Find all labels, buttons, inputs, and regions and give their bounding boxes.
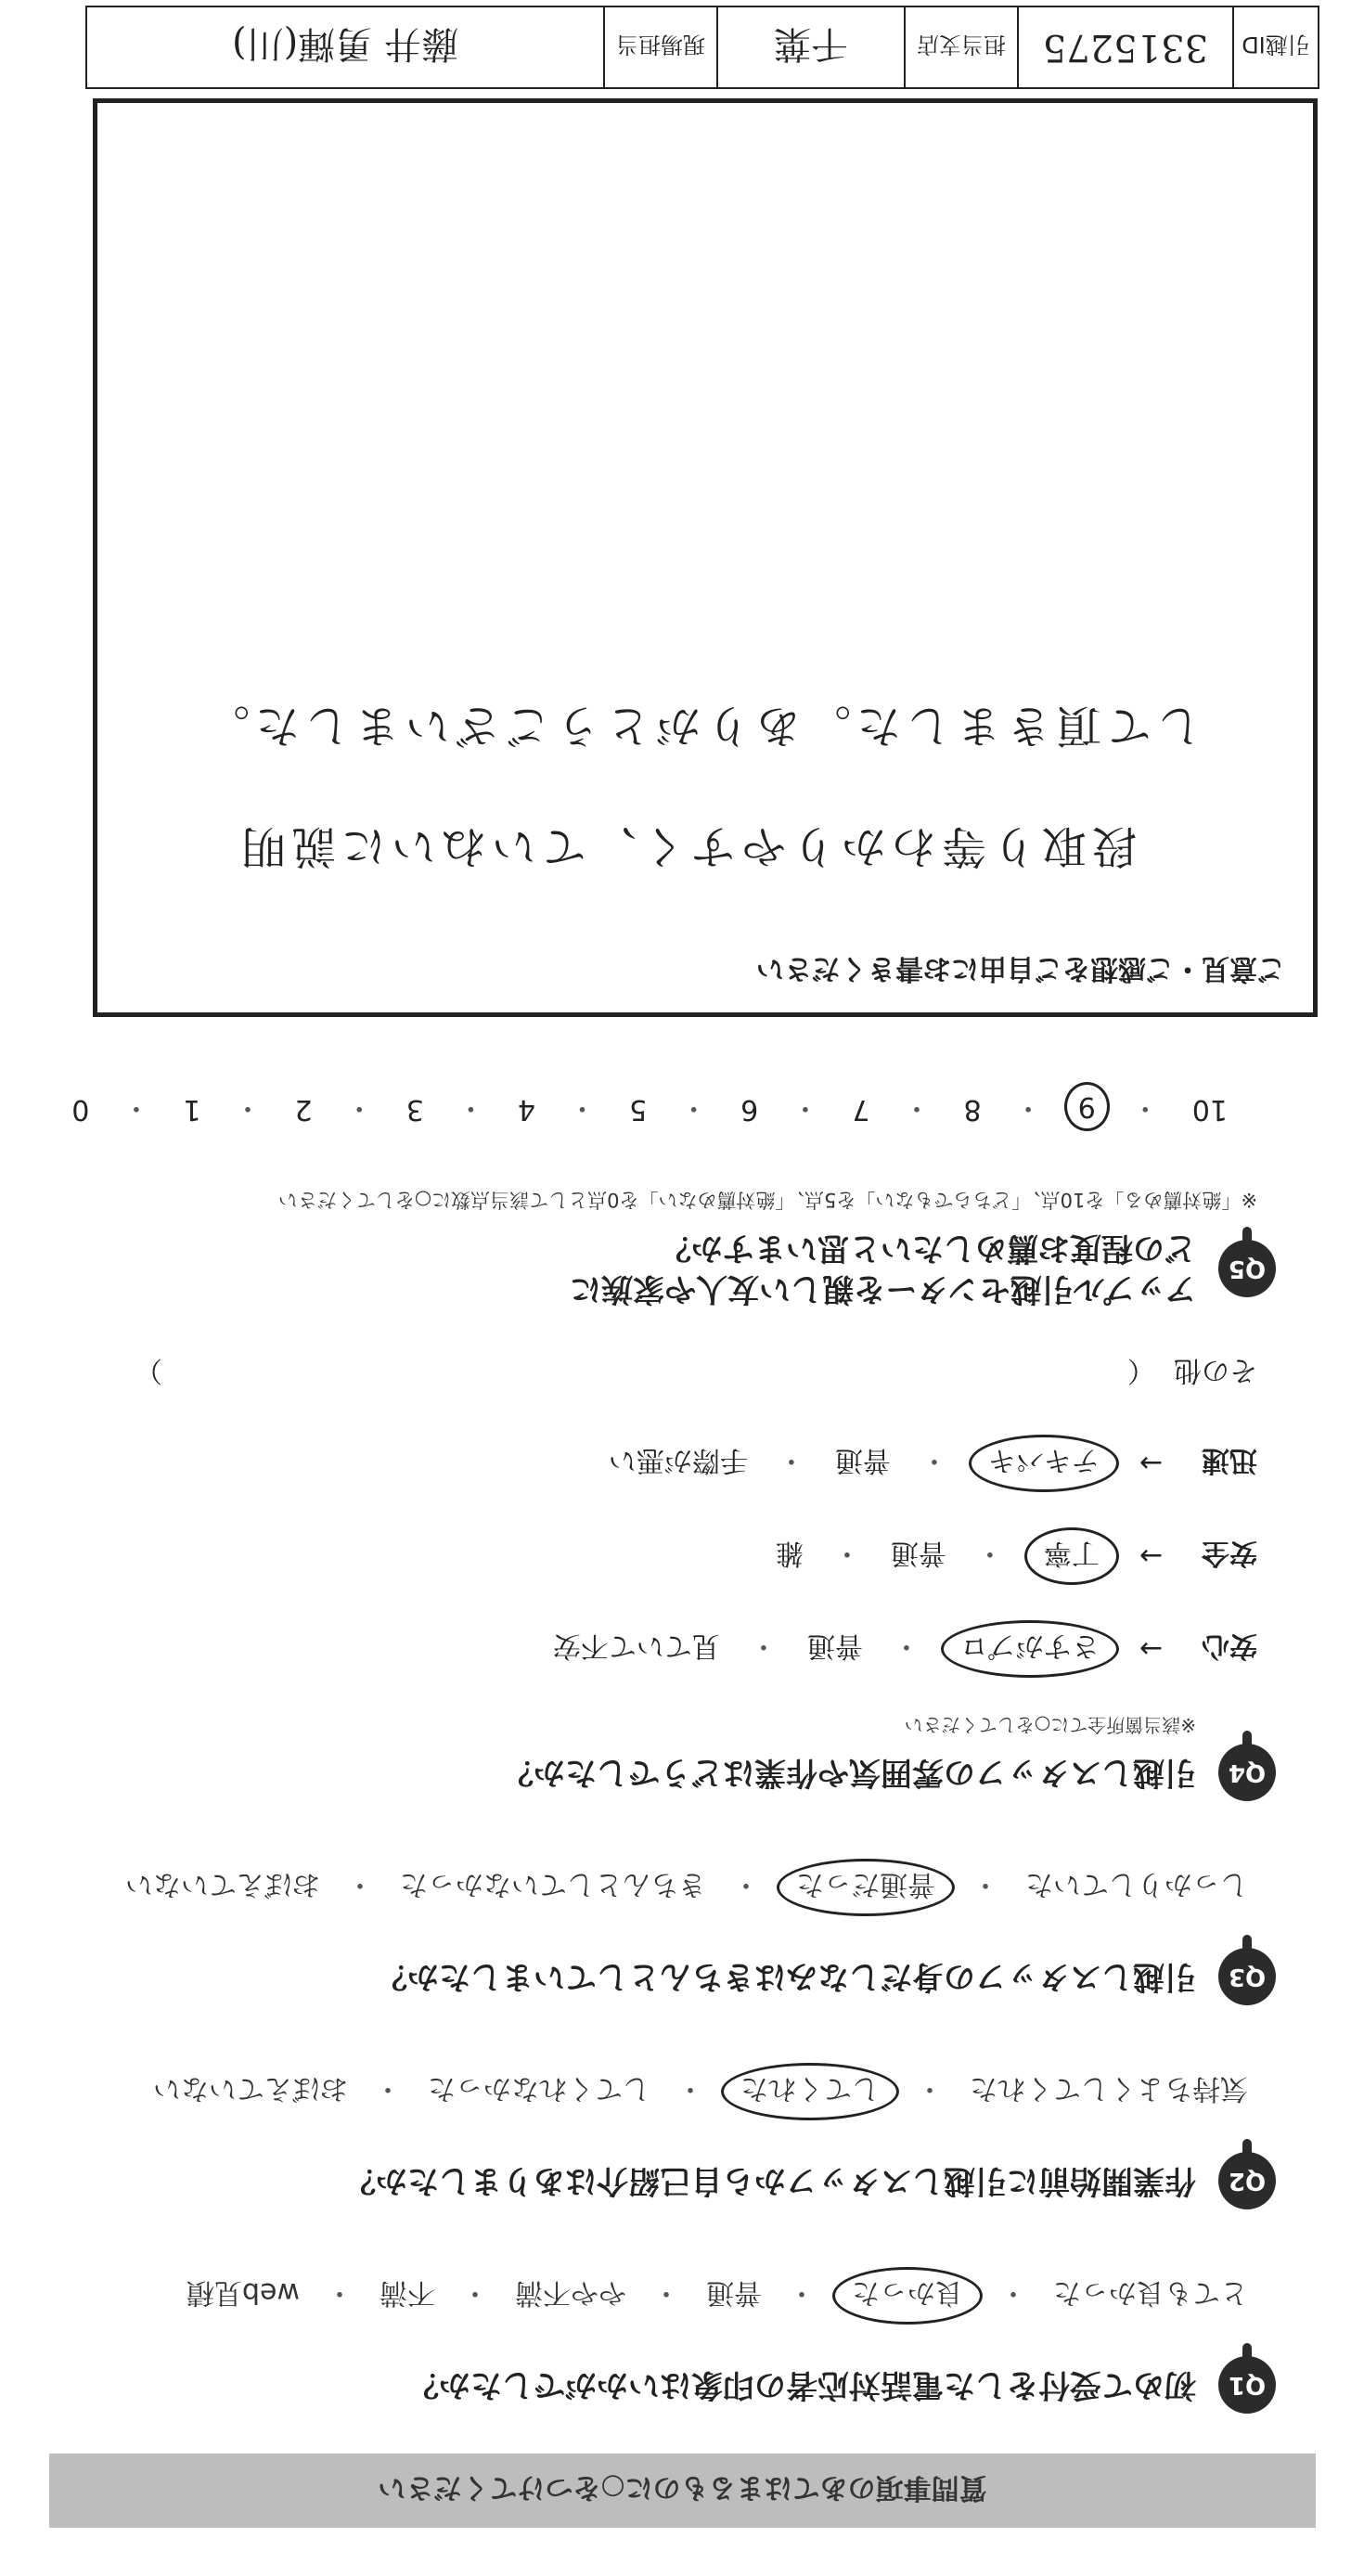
scale-option-selected[interactable]: 9 xyxy=(1064,1082,1110,1131)
q1-badge: Q1 xyxy=(1218,2356,1276,2414)
staff-info-row xyxy=(85,6,1319,89)
q4-option[interactable]: 見ていて不安 xyxy=(552,1629,720,1662)
q4-criterion-anzen: 安全 → 丁寧 ・ 普通 ・ 雑 xyxy=(42,1527,1257,1585)
scale-option[interactable]: 2 xyxy=(294,1092,313,1126)
q4-option-selected[interactable]: 丁寧 xyxy=(1024,1527,1119,1585)
scale-option[interactable]: 1 xyxy=(183,1092,201,1126)
q4-criterion-anshin: 安心 → さすがプロ ・ 普通 ・ 見ていて不安 xyxy=(42,1620,1257,1678)
q3-options: しっかりしていた ・ 普通だった ・ きちんとしていなかった ・ おぼえていない xyxy=(42,1859,1257,1916)
q4-note: ※該当箇所全てに○をしてください xyxy=(904,1714,1196,1736)
q1-option[interactable]: とても良かった xyxy=(1053,2276,1248,2309)
q2-option[interactable]: おぼえていない xyxy=(153,2072,348,2105)
scale-option[interactable]: 10 xyxy=(1191,1092,1228,1126)
banner-text: 質問事項のあてはまるものに○をつけてください xyxy=(378,2471,987,2504)
q2-options: 気持ちよくしてくれた ・ してくれた ・ してくれなかった ・ おぼえていない xyxy=(42,2063,1257,2120)
comment-box[interactable] xyxy=(93,98,1318,1017)
question-2 xyxy=(42,2063,1276,2209)
q2-text: 作業開始前に引越しスタッフから自己紹介はありましたか？ xyxy=(344,2162,1196,2200)
question-3 xyxy=(42,1859,1276,2005)
arrow-icon: → xyxy=(1139,1447,1163,1480)
scale-option[interactable]: 5 xyxy=(629,1092,648,1126)
q3-option[interactable]: きちんとしていなかった xyxy=(400,1868,706,1900)
q3-option[interactable]: おぼえていない xyxy=(125,1868,320,1900)
q5-text-line2: どの程度お薦めしたいと思いますか？ xyxy=(660,1229,1196,1267)
q4-option[interactable]: 普通 xyxy=(890,1537,946,1569)
q4-text: 引越しスタッフの雰囲気や作業はどうでしたか？ xyxy=(502,1754,1196,1792)
scale-option[interactable]: 8 xyxy=(963,1092,982,1126)
question-5 xyxy=(42,1082,1276,1309)
q4-option[interactable]: 手際が悪い xyxy=(608,1444,748,1476)
q1-option-selected[interactable]: 良かった xyxy=(832,2267,983,2325)
scale-option[interactable]: 6 xyxy=(740,1092,759,1126)
q1-options: とても良かった ・ 良かった ・ 普通 ・ やや不満 ・ 不満 ・ web見積 xyxy=(42,2267,1257,2325)
q3-text: 引越しスタッフの身だしなみはきちんとしていましたか？ xyxy=(376,1958,1196,1996)
q4-badge: Q4 xyxy=(1218,1744,1276,1801)
q1-text: 初めて受付をした電話対応者の印象はいかがでしたか？ xyxy=(407,2366,1196,2404)
q4-option-selected[interactable]: さすがプロ xyxy=(941,1620,1119,1678)
q4-option[interactable]: 普通 xyxy=(834,1444,891,1476)
scale-option[interactable]: 0 xyxy=(71,1092,90,1126)
scale-option[interactable]: 7 xyxy=(852,1092,870,1126)
q1-option[interactable]: 不満 xyxy=(380,2276,435,2309)
scale-option[interactable]: 3 xyxy=(405,1092,424,1126)
q3-option-selected[interactable]: 普通だった xyxy=(777,1859,955,1916)
arrow-icon: → xyxy=(1139,1632,1163,1666)
comment-line-2: して頂きました。ありがとうございました。 xyxy=(199,700,1202,752)
q3-badge: Q3 xyxy=(1218,1948,1276,2005)
q4-option-selected[interactable]: テキパキ xyxy=(969,1435,1119,1492)
criterion-label: 迅速 xyxy=(1202,1444,1257,1476)
q1-option[interactable]: web見積 xyxy=(186,2276,300,2309)
comment-title: ご意見・ご感想をご自由にお書きください xyxy=(756,952,1285,985)
scale-option[interactable]: 4 xyxy=(517,1092,535,1126)
branch-value: 千葉 xyxy=(716,7,904,87)
other-close-paren: ） xyxy=(135,1354,162,1386)
other-label: その他 xyxy=(1174,1354,1257,1386)
question-4 xyxy=(42,1353,1276,1801)
q4-criterion-jinsoku: 迅速 → テキパキ ・ 普通 ・ 手際が悪い xyxy=(42,1435,1257,1492)
other-open-paren: （ xyxy=(1127,1354,1155,1386)
comment-line-1: 段取り等わかりやすく、ていねいに説明 xyxy=(235,820,1137,872)
q5-text-line1: アップル引越センターを親しい友人や家族に xyxy=(570,1270,1196,1307)
leader-value: 藤井 勇輝(川) xyxy=(232,22,458,66)
q3-option[interactable]: しっかりしていた xyxy=(1025,1868,1248,1900)
q4-option[interactable]: 雑 xyxy=(775,1537,804,1569)
q5-scale: 10 ・ 9 ・ 8 ・ 7 ・ 6 ・ 5 ・ 4 ・ 3 ・ 2 ・ 1 ・ 0 xyxy=(60,1082,1239,1131)
q2-option-selected[interactable]: してくれた xyxy=(721,2063,899,2120)
leader-label: 現場担当 xyxy=(603,7,716,87)
q1-option[interactable]: 普通 xyxy=(706,2276,762,2309)
q5-badge: Q5 xyxy=(1218,1240,1276,1297)
q2-option[interactable]: してくれなかった xyxy=(428,2072,650,2105)
branch-label: 担当支店 xyxy=(904,7,1017,87)
id-label: 引越ID xyxy=(1232,7,1318,87)
id-value: 3315275 xyxy=(1017,7,1232,87)
other-blank[interactable] xyxy=(181,1353,1109,1394)
q4-option[interactable]: 普通 xyxy=(806,1629,863,1662)
criterion-label: 安心 xyxy=(1202,1629,1257,1662)
q1-option[interactable]: やや不満 xyxy=(515,2276,626,2309)
question-1 xyxy=(42,2267,1276,2414)
q5-note: ※「絶対薦める」を10点、「どちらでもない」を5点、「絶対薦めない」を0点として該当点数に○をしてください xyxy=(277,1188,1257,1211)
q2-badge: Q2 xyxy=(1218,2152,1276,2209)
criterion-label: 安全 xyxy=(1202,1537,1257,1569)
arrow-icon: → xyxy=(1139,1539,1163,1573)
q2-option[interactable]: 気持ちよくしてくれた xyxy=(970,2072,1248,2105)
instructions-banner xyxy=(49,2454,1316,2528)
q4-other xyxy=(42,1353,1257,1394)
